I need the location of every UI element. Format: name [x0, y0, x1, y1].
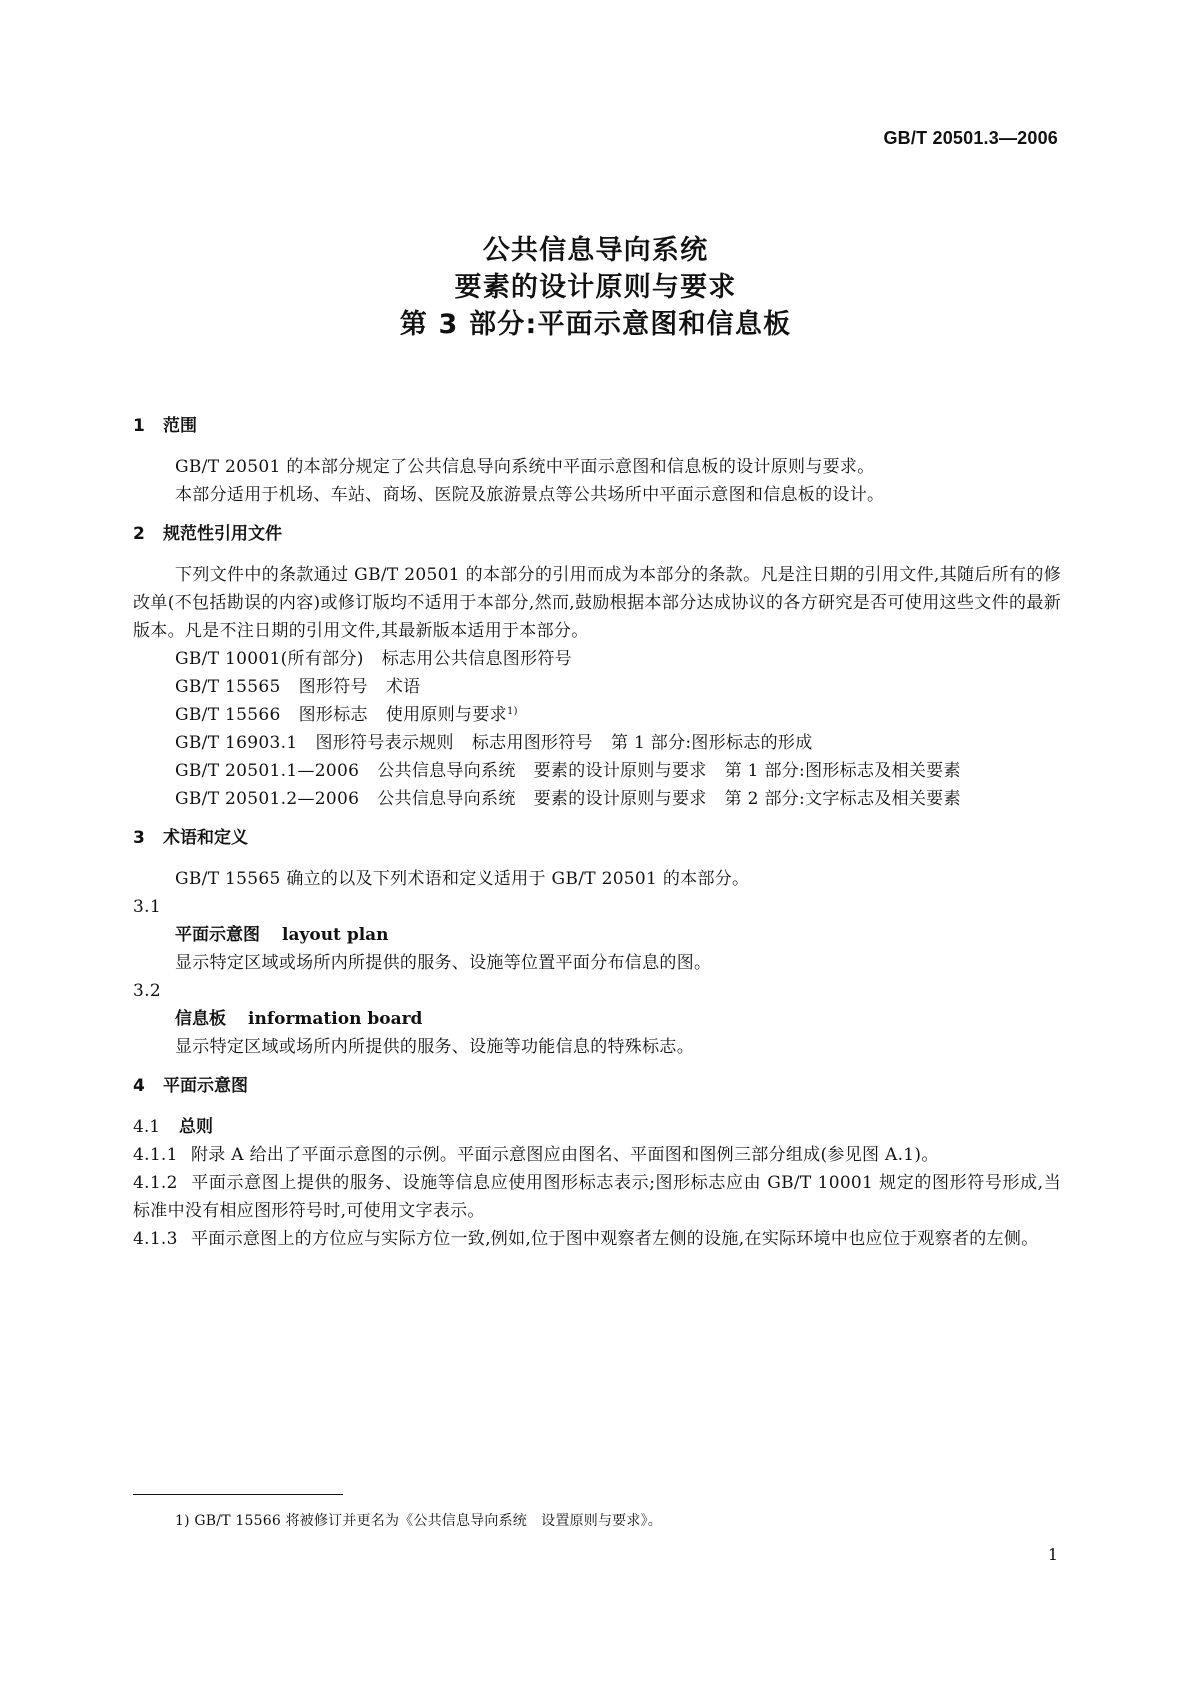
- clause-text: 附录 A 给出了平面示意图的示例。平面示意图应由图名、平面图和图例三部分组成(参见图 A.1)。: [191, 1145, 939, 1165]
- reference-title: 公共信息导向系统: [377, 761, 516, 781]
- section-4-heading: [133, 1073, 1061, 1099]
- reference-code: GB/T 20501.2—2006: [175, 789, 360, 809]
- reference-title: 图形标志: [298, 705, 368, 725]
- references-intro: 下列文件中的条款通过 GB/T 20501 的本部分的引用而成为本部分的条款。凡是注日期的引用文件,其随后所有的修改单(不包括勘误的内容)或修订版均不适用于本部分,然而,鼓励根据本部分达成协议的各方研究是否可使用这些文件的最新版本。凡是不注日期的引用文件,其最新版本适用于本部分。: [133, 565, 1061, 641]
- reference-item: [133, 673, 1061, 701]
- footnote-divider: [133, 1494, 343, 1495]
- reference-code: GB/T 20501.1—2006: [175, 761, 360, 781]
- section-number: 4: [133, 1076, 145, 1096]
- term-definition: 显示特定区域或场所内所提供的服务、设施等位置平面分布信息的图。: [175, 953, 712, 973]
- reference-title: 第 1 部分:图形标志的形成: [610, 733, 813, 753]
- term-zh: 信息板: [175, 1009, 226, 1029]
- title-line-2: 要素的设计原则与要求: [454, 272, 737, 303]
- reference-title: 图形符号: [298, 677, 368, 697]
- section-2-heading: [133, 521, 1061, 547]
- reference-title: 第 1 部分:图形标志及相关要素: [724, 761, 961, 781]
- clause-number: 4.1.3: [133, 1229, 178, 1249]
- term-zh: 平面示意图: [175, 925, 260, 945]
- clause-text: 平面示意图上提供的服务、设施等信息应使用图形标志表示;图形标志应由 GB/T 10001 规定的图形符号形成,当标准中没有相应图形符号时,可使用文字表示。: [133, 1173, 1061, 1221]
- reference-item: [133, 729, 1061, 757]
- document-body: [133, 413, 1061, 1253]
- reference-item: [133, 645, 1061, 673]
- section-title: 规范性引用文件: [163, 524, 282, 544]
- reference-title: 标志用图形符号: [471, 733, 593, 753]
- clause-text: 平面示意图上的方位应与实际方位一致,例如,位于图中观察者左侧的设施,在实际环境中也应位于观察者的左侧。: [191, 1229, 1039, 1249]
- scope-paragraph-2: 本部分适用于机场、车站、商场、医院及旅游景点等公共场所中平面示意图和信息板的设计。: [175, 485, 885, 505]
- reference-item: [133, 757, 1061, 785]
- title-line-3: 第 3 部分:平面示意图和信息板: [399, 309, 792, 340]
- clause-number: 4.1.2: [133, 1173, 178, 1193]
- section-number: 2: [133, 524, 145, 544]
- term-heading: [133, 921, 1061, 949]
- reference-code: GB/T 15565: [175, 677, 281, 697]
- reference-title: 要素的设计原则与要求: [533, 789, 707, 809]
- reference-title: 第 2 部分:文字标志及相关要素: [724, 789, 961, 809]
- reference-title: 使用原则与要求: [385, 705, 507, 725]
- terms-intro: GB/T 15565 确立的以及下列术语和定义适用于 GB/T 20501 的本部分。: [175, 869, 750, 889]
- standard-code: GB/T 20501.3—2006: [883, 128, 1058, 148]
- term-en: layout plan: [282, 925, 389, 945]
- section-number: 1: [133, 416, 145, 436]
- subsection-title: 总则: [179, 1117, 213, 1137]
- section-title: 术语和定义: [163, 828, 248, 848]
- clause-4-1-1: [133, 1141, 1061, 1169]
- term-number: 3.1: [133, 897, 161, 917]
- section-title: 范围: [163, 416, 197, 436]
- clause-4-1-2: [133, 1169, 1061, 1225]
- term-number: 3.2: [133, 981, 161, 1001]
- reference-item: [133, 701, 1061, 729]
- document-title: [0, 232, 1191, 343]
- term-en: information board: [248, 1009, 423, 1029]
- reference-title: 要素的设计原则与要求: [533, 761, 707, 781]
- footnote: 1) GB/T 15566 将被修订并更名为《公共信息导向系统 设置原则与要求》。: [175, 1513, 662, 1529]
- reference-code: GB/T 15566: [175, 705, 281, 725]
- clause-number: 4.1.1: [133, 1145, 178, 1165]
- reference-title: 术语: [385, 677, 421, 697]
- page-number: 1: [1047, 1545, 1058, 1564]
- reference-title: 图形符号表示规则: [315, 733, 454, 753]
- term-heading: [133, 1005, 1061, 1033]
- subsection-4-1-heading: [133, 1113, 1061, 1141]
- reference-code: GB/T 16903.1: [175, 733, 298, 753]
- title-line-1: 公共信息导向系统: [482, 235, 709, 266]
- section-3-heading: [133, 825, 1061, 851]
- footnote-marker: 1): [506, 706, 518, 717]
- reference-title: 标志用公共信息图形符号: [381, 649, 572, 669]
- term-definition: 显示特定区域或场所内所提供的服务、设施等功能信息的特殊标志。: [175, 1037, 694, 1057]
- scope-paragraph-1: GB/T 20501 的本部分规定了公共信息导向系统中平面示意图和信息板的设计原则与要求。: [175, 457, 875, 477]
- clause-4-1-3: [133, 1225, 1061, 1253]
- reference-title: 公共信息导向系统: [377, 789, 516, 809]
- section-title: 平面示意图: [163, 1076, 248, 1096]
- reference-item: [133, 785, 1061, 813]
- section-1-heading: [133, 413, 1061, 439]
- section-number: 3: [133, 828, 145, 848]
- subsection-number: 4.1: [133, 1117, 161, 1137]
- reference-code: GB/T 10001(所有部分): [175, 649, 364, 669]
